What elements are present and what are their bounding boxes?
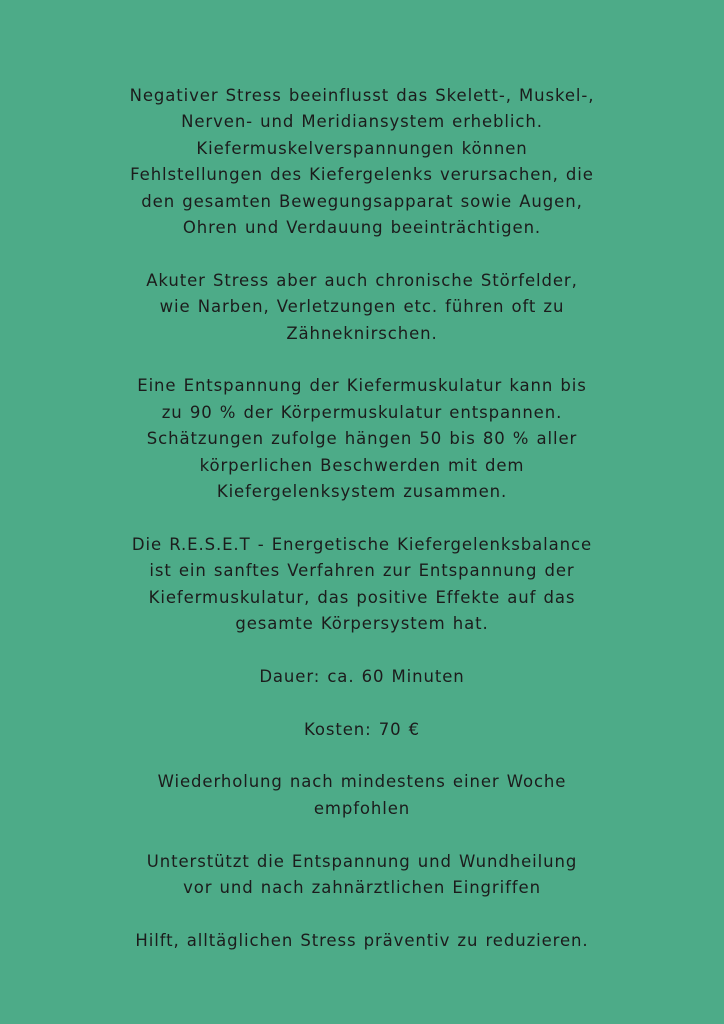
paragraph-spacer — [30, 822, 694, 848]
paragraph-spacer — [30, 505, 694, 531]
flyer-text-block — [30, 83, 694, 954]
cost-text: Kosten: 70 € — [303, 719, 421, 739]
paragraph-spacer — [30, 241, 694, 267]
paragraph-acute-stress: Akuter Stress aber auch chronische Störfelder, wie Narben, Verletzungen etc. führen oft zu Zähneknirschen. — [146, 270, 578, 343]
paragraph-spacer — [30, 637, 694, 663]
paragraph-reset-method: Die R.E.S.E.T - Energetische Kiefergelenksbalance ist ein sanftes Verfahren zur Entspannung der Kiefermuskulatur, das positive Effekte auf das gesamte Körpersystem hat. — [131, 534, 593, 634]
repetition-text: Wiederholung nach mindestens einer Woche empfohlen — [157, 772, 567, 818]
paragraph-spacer — [30, 743, 694, 769]
paragraph-stress-effects: Negativer Stress beeinflusst das Skelett-, Muskel-, Nerven- und Meridiansystem erheblich. Kiefermuskelverspannungen können Fehlstellungen des Kiefergelenks verursachen, die den gesamten Bewegungsapparat sowie Augen, Ohren und Verdauung beeinträchtigen. — [129, 86, 595, 238]
duration-text: Dauer: ca. 60 Minuten — [259, 666, 465, 686]
paragraph-spacer — [30, 690, 694, 716]
wound-healing-text: Unterstützt die Entspannung und Wundheilung vor und nach zahnärztlichen Eingriffen — [146, 851, 578, 898]
paragraph-relaxation: Eine Entspannung der Kiefermuskulatur kann bis zu 90 % der Körpermuskulatur entspannen. Schätzungen zufolge hängen 50 bis 80 % aller körperlichen Beschwerden mit dem Kiefergelenksystem zusammen. — [137, 376, 587, 502]
paragraph-spacer — [30, 901, 694, 927]
prevention-text: Hilft, alltäglichen Stress präventiv zu reduzieren. — [135, 930, 589, 950]
paragraph-spacer — [30, 347, 694, 373]
